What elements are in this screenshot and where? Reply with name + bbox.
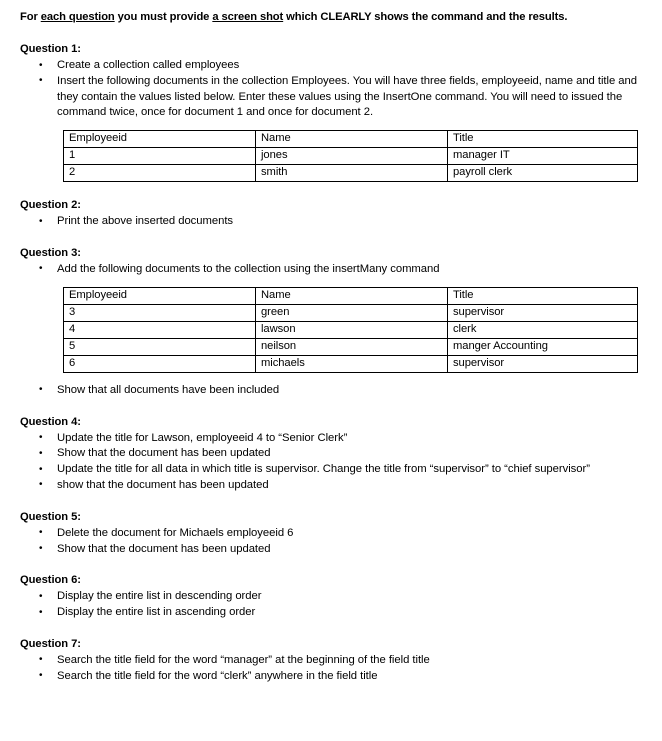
spacer [20,373,640,383]
question-6-heading: Question 6: [20,574,81,587]
spacer [20,494,640,509]
intro-underline-screen-shot: a screen shot [212,11,284,23]
cell-title: manger Accounting [448,338,638,355]
cell-name: michaels [256,355,448,372]
spacer [20,230,640,245]
table-row [64,355,638,372]
question-5-bullet-list [20,526,640,558]
cell-name: neilson [256,338,448,355]
table-row [64,148,638,165]
table-header-row [64,131,638,148]
intro-text-part3: which CLEARLY shows the command and the results. [283,11,568,23]
question-4-heading: Question 4: [20,415,81,428]
question-3-heading: Question 3: [20,246,81,259]
question-1-heading: Question 1: [20,43,81,55]
question-7-bullet-list [20,653,640,685]
list-item: • Show that the document has been updated [20,542,640,558]
cell-title: payroll clerk [448,165,638,182]
cell-employeeid: 4 [64,321,256,338]
question-1-bullet-list [20,58,640,121]
column-header-name: Name [256,287,448,304]
list-item: • Display the entire list in ascending order [20,605,640,621]
employees-table-1-wrapper [63,130,640,182]
intro-paragraph [20,10,640,25]
employees-table-2 [63,287,638,373]
list-item: • Search the title field for the word “manager” at the beginning of the field title [20,653,640,669]
list-item: • show that the document has been updated [20,478,640,494]
cell-title: supervisor [448,355,638,372]
spacer [20,182,640,197]
question-2-heading: Question 2: [20,199,81,212]
list-item: • Search the title field for the word “clerk” anywhere in the field title [20,669,640,685]
list-item: • Update the title for all data in which title is supervisor. Change the title from “supervisor” to “chief supervisor” [20,462,640,478]
column-header-employeeid: Employeeid [64,131,256,148]
intro-text-part2: you must provide [114,11,213,23]
table-row [64,304,638,321]
cell-name: jones [256,148,448,165]
cell-name: smith [256,165,448,182]
list-item: • Print the above inserted documents [20,214,640,230]
question-3-trailing-bullet-list [20,383,640,399]
spacer [20,557,640,572]
column-header-name: Name [256,131,448,148]
table-row [64,321,638,338]
question-2-bullet-list [20,214,640,230]
cell-employeeid: 1 [64,148,256,165]
list-item: • Create a collection called employees [20,58,640,74]
question-7-heading: Question 7: [20,637,81,650]
question-3-bullet-list [20,262,640,278]
spacer [20,621,640,636]
list-item: • Add the following documents to the collection using the insertMany command [20,262,640,278]
list-item: • Show that the document has been updated [20,446,640,462]
column-header-title: Title [448,287,638,304]
cell-title: manager IT [448,148,638,165]
spacer [20,399,640,414]
table-row [64,338,638,355]
column-header-title: Title [448,131,638,148]
cell-title: supervisor [448,304,638,321]
table-row [64,165,638,182]
cell-employeeid: 6 [64,355,256,372]
column-header-employeeid: Employeeid [64,287,256,304]
list-item: • Delete the document for Michaels employeeid 6 [20,526,640,542]
cell-name: green [256,304,448,321]
cell-title: clerk [448,321,638,338]
list-item: • Update the title for Lawson, employeeid 4 to “Senior Clerk” [20,431,640,447]
question-5-heading: Question 5: [20,510,81,523]
list-item: • Show that all documents have been included [20,383,640,399]
list-item: • Insert the following documents in the collection Employees. You will have three fields, employeeid, name and title and they contain the values listed below. Enter these values using the InsertOne command. You will need to issued the command twice, once for document 1 and once for document 2. [20,74,640,121]
cell-employeeid: 2 [64,165,256,182]
employees-table-2-wrapper [63,287,640,373]
table-header-row [64,287,638,304]
cell-employeeid: 3 [64,304,256,321]
employees-table-1 [63,130,638,182]
cell-employeeid: 5 [64,338,256,355]
intro-underline-each-question: each question [40,11,115,23]
question-6-bullet-list [20,589,640,621]
question-4-bullet-list [20,431,640,494]
cell-name: lawson [256,321,448,338]
intro-text-part1: For [20,11,41,23]
list-item: • Display the entire list in descending order [20,589,640,605]
